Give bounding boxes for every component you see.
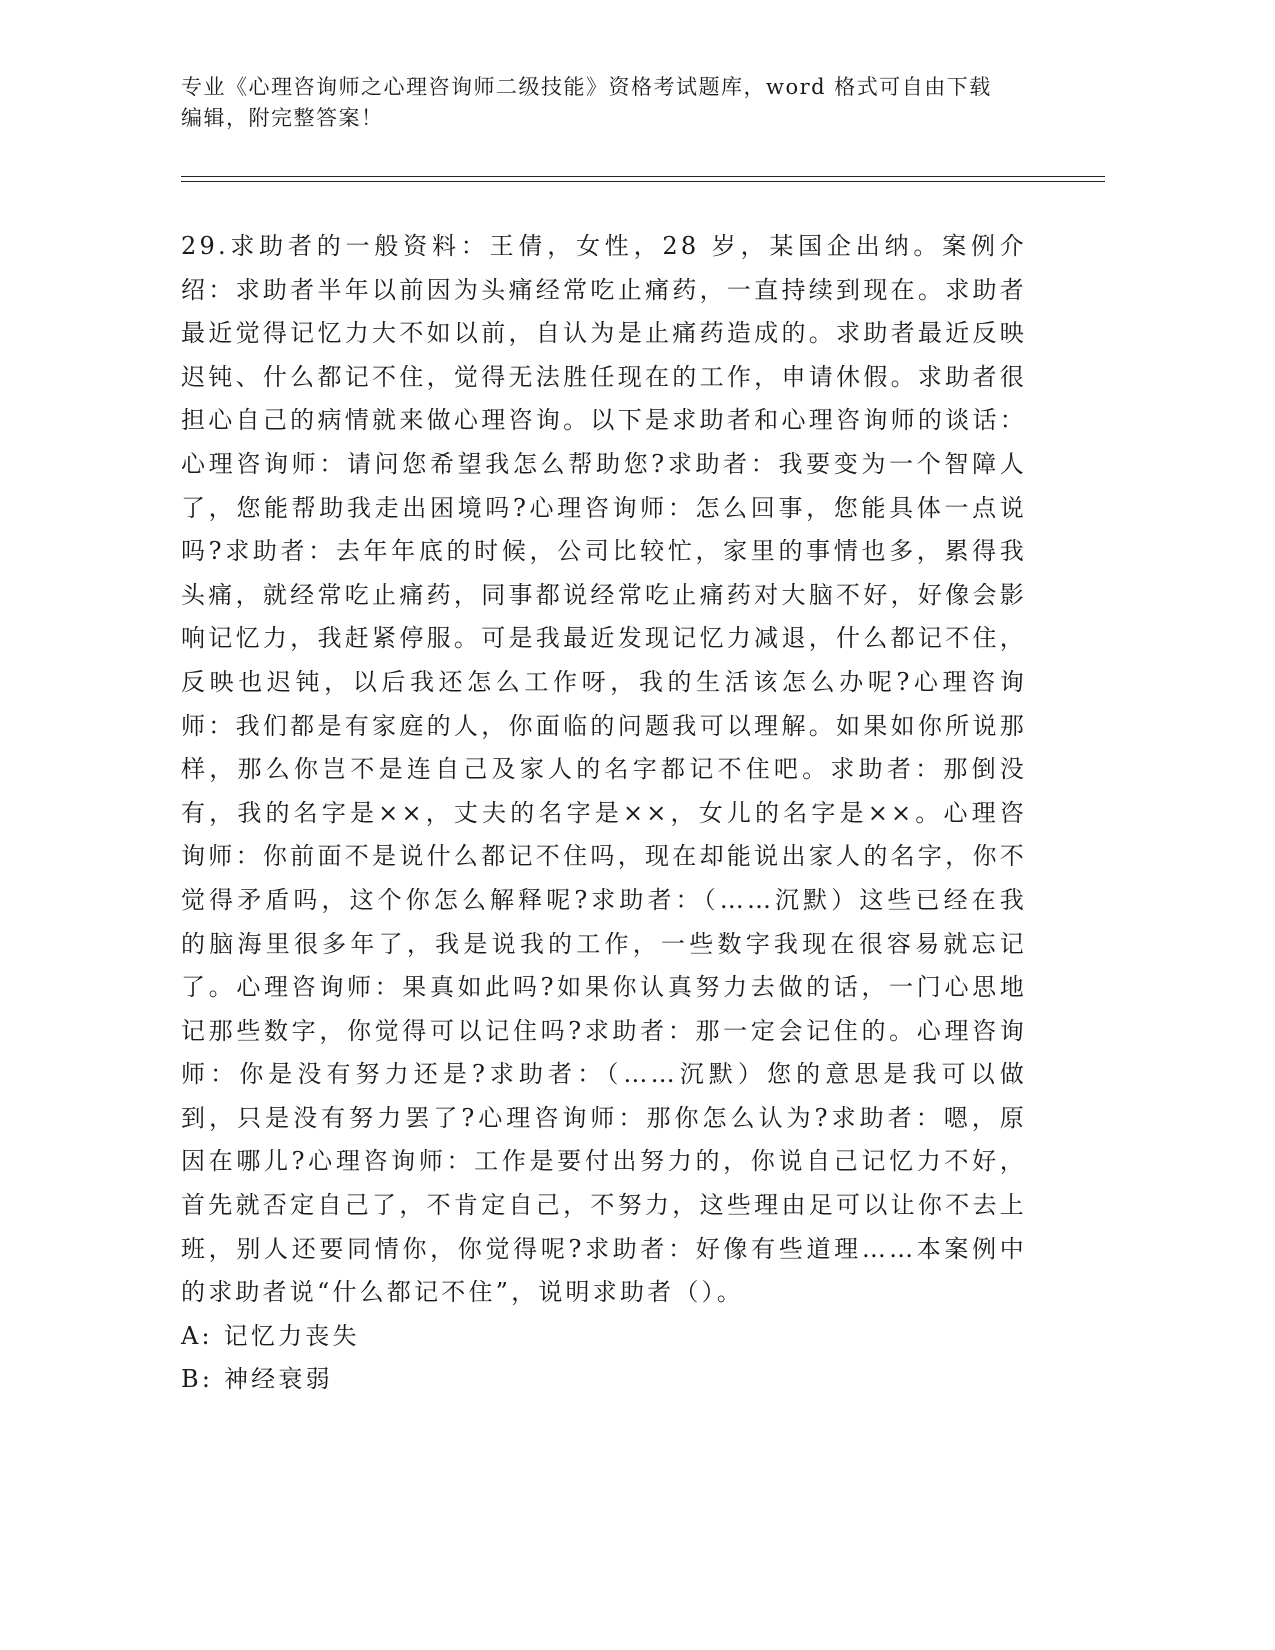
question-block (181, 225, 1027, 1402)
option-b (181, 1358, 1027, 1402)
option-a-text: 记忆力丧失 (223, 1321, 360, 1350)
header-line-1: 专业《心理咨询师之心理咨询师二级技能》资格考试题库，word 格式可自由下载 (181, 75, 992, 99)
question-text: 29.求助者的一般资料：王倩，女性，28 岁，某国企出纳。案例介绍：求助者半年以前因为头痛经常吃止痛药，一直持续到现在。求助者最近觉得记忆力大不如以前，自认为是止痛药造成的。求助者最近反映迟钝、什么都记不住，觉得无法胜任现在的工作，申请休假。求助者很担心自己的病情就来做心理咨询。以下是求助者和心理咨询师的谈话：心理咨询师：请问您希望我怎么帮助您?求助者：我要变为一个智障人了，您能帮助我走出困境吗?心理咨询师：怎么回事，您能具体一点说吗?求助者：去年年底的时候，公司比较忙，家里的事情也多，累得我头痛，就经常吃止痛药，同事都说经常吃止痛药对大脑不好，好像会影响记忆力，我赶紧停服。可是我最近发现记忆力减退，什么都记不住，反映也迟钝，以后我还怎么工作呀，我的生活该怎么办呢?心理咨询师：我们都是有家庭的人，你面临的问题我可以理解。如果如你所说那样，那么你岂不是连自己及家人的名字都记不住吧。求助者：那倒没有，我的名字是××，丈夫的名字是××，女儿的名字是××。心理咨询师：你前面不是说什么都记不住吗，现在却能说出家人的名字，你不觉得矛盾吗，这个你怎么解释呢?求助者：（……沉默）这些已经在我的脑海里很多年了，我是说我的工作，一些数字我现在很容易就忘记了。心理咨询师：果真如此吗?如果你认真努力去做的话，一门心思地记那些数字，你觉得可以记住吗?求助者：那一定会记住的。心理咨询师：你是没有努力还是?求助者：（……沉默）您的意思是我可以做到，只是没有努力罢了?心理咨询师：那你怎么认为?求助者：嗯，原因在哪儿?心理咨询师：工作是要付出努力的，你说自己记忆力不好，首先就否定自己了，不肯定自己，不努力，这些理由足可以让你不去上班，别人还要同情你，你觉得呢?求助者：好像有些道理……本案例中的求助者说“什么都记不住”，说明求助者（）。 (181, 232, 1027, 1307)
header-line-2: 编辑，附完整答案！ (181, 106, 384, 130)
option-a (181, 1315, 1027, 1359)
header-divider (181, 176, 1105, 182)
option-b-text: 神经衰弱 (223, 1365, 333, 1394)
options-list (181, 1315, 1027, 1402)
option-b-label: B: (181, 1365, 214, 1394)
page-header (181, 72, 1031, 134)
option-a-label: A: (181, 1321, 213, 1350)
